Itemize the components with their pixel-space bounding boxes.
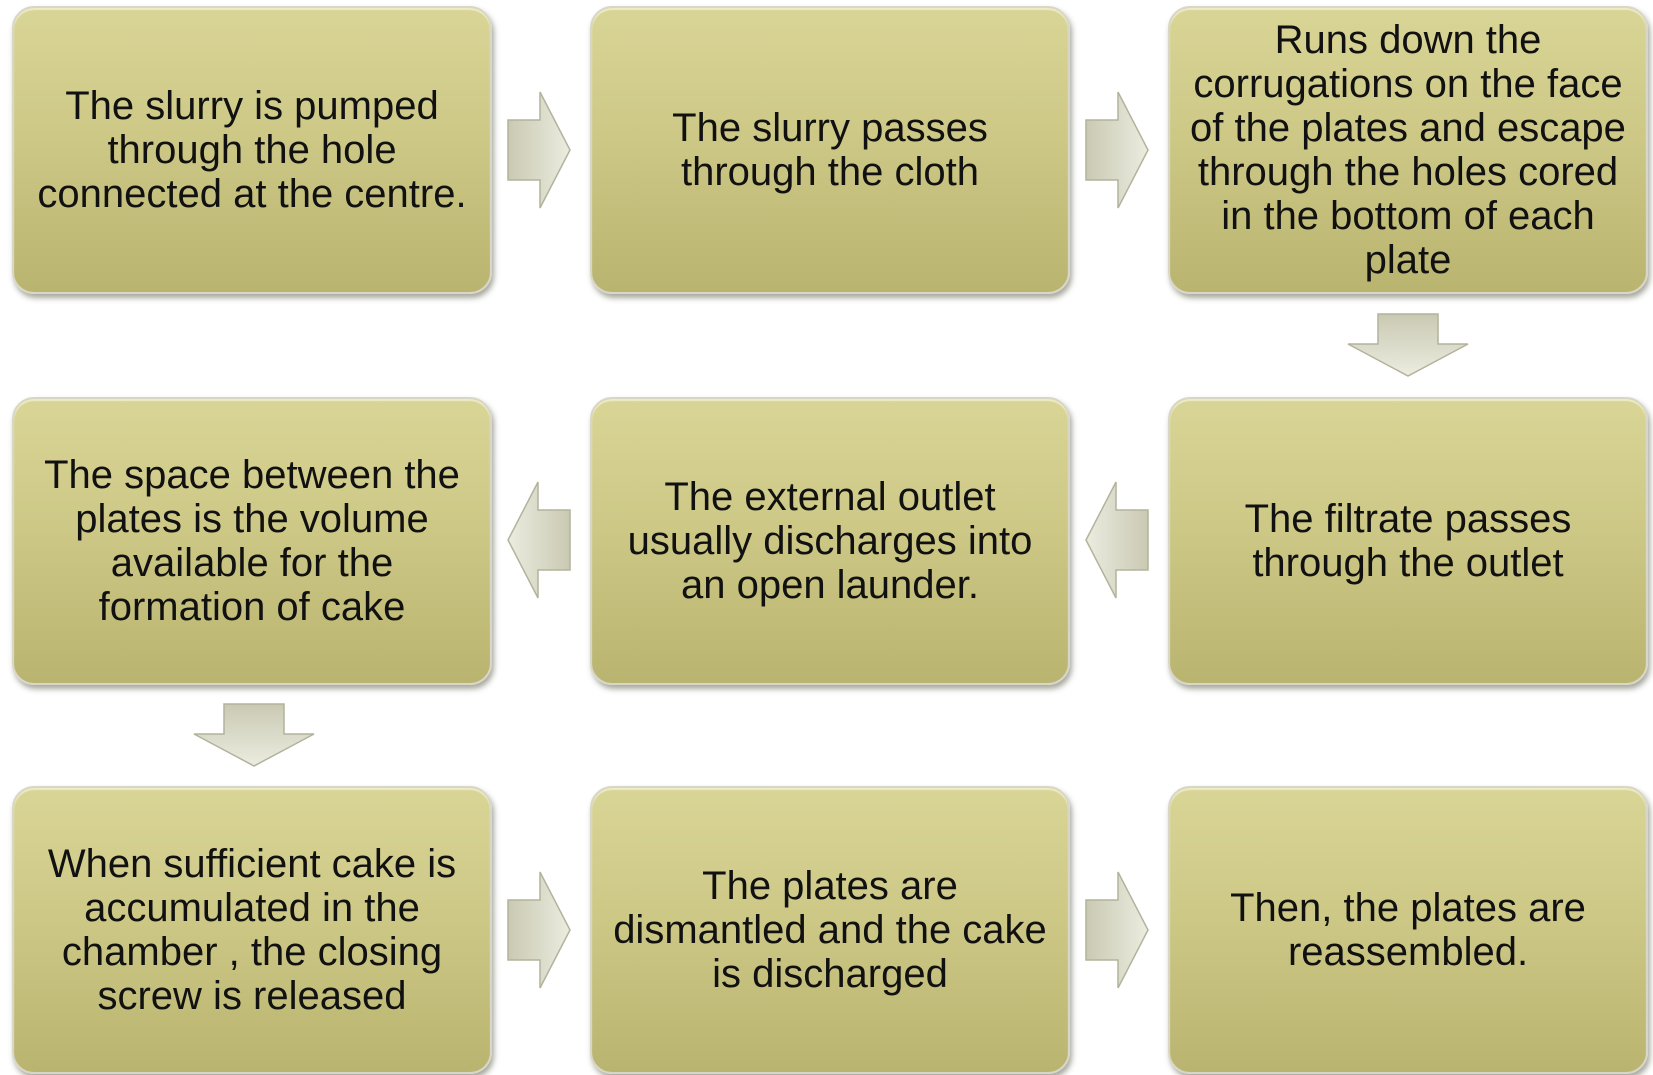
step-1-text: The slurry is pumped through the hole connected at the centre. [37, 84, 467, 216]
step-7-box [12, 786, 492, 1074]
step-6-box [12, 397, 492, 685]
step-8-box [590, 786, 1070, 1074]
step-4-box [1168, 397, 1648, 685]
step-2-box [590, 6, 1070, 294]
step-1-box [12, 6, 492, 294]
arrow-down-icon [1346, 312, 1470, 378]
arrow-right-icon [506, 870, 572, 990]
step-4-text: The filtrate passes through the outlet [1244, 497, 1572, 585]
step-7-text: When sufficient cake is accumulated in the chamber , the closing screw is released [47, 842, 457, 1018]
arrow-left-icon [1084, 480, 1150, 600]
arrow-right-icon [1084, 90, 1150, 210]
step-3-box [1168, 6, 1648, 294]
step-5-box [590, 397, 1070, 685]
step-5-text: The external outlet usually discharges into an open launder. [627, 475, 1033, 607]
arrow-down-icon [192, 702, 316, 768]
arrow-left-icon [506, 480, 572, 600]
step-3-text: Runs down the corrugations on the face of the plates and escape through the holes cored in the bottom of each plate [1190, 18, 1626, 282]
arrow-right-icon [1084, 870, 1150, 990]
step-2-text: The slurry passes through the cloth [672, 106, 988, 194]
step-9-box [1168, 786, 1648, 1074]
step-6-text: The space between the plates is the volume available for the formation of cake [44, 453, 460, 629]
arrow-right-icon [506, 90, 572, 210]
step-9-text: Then, the plates are reassembled. [1230, 886, 1586, 974]
step-8-text: The plates are dismantled and the cake is discharged [613, 864, 1047, 996]
